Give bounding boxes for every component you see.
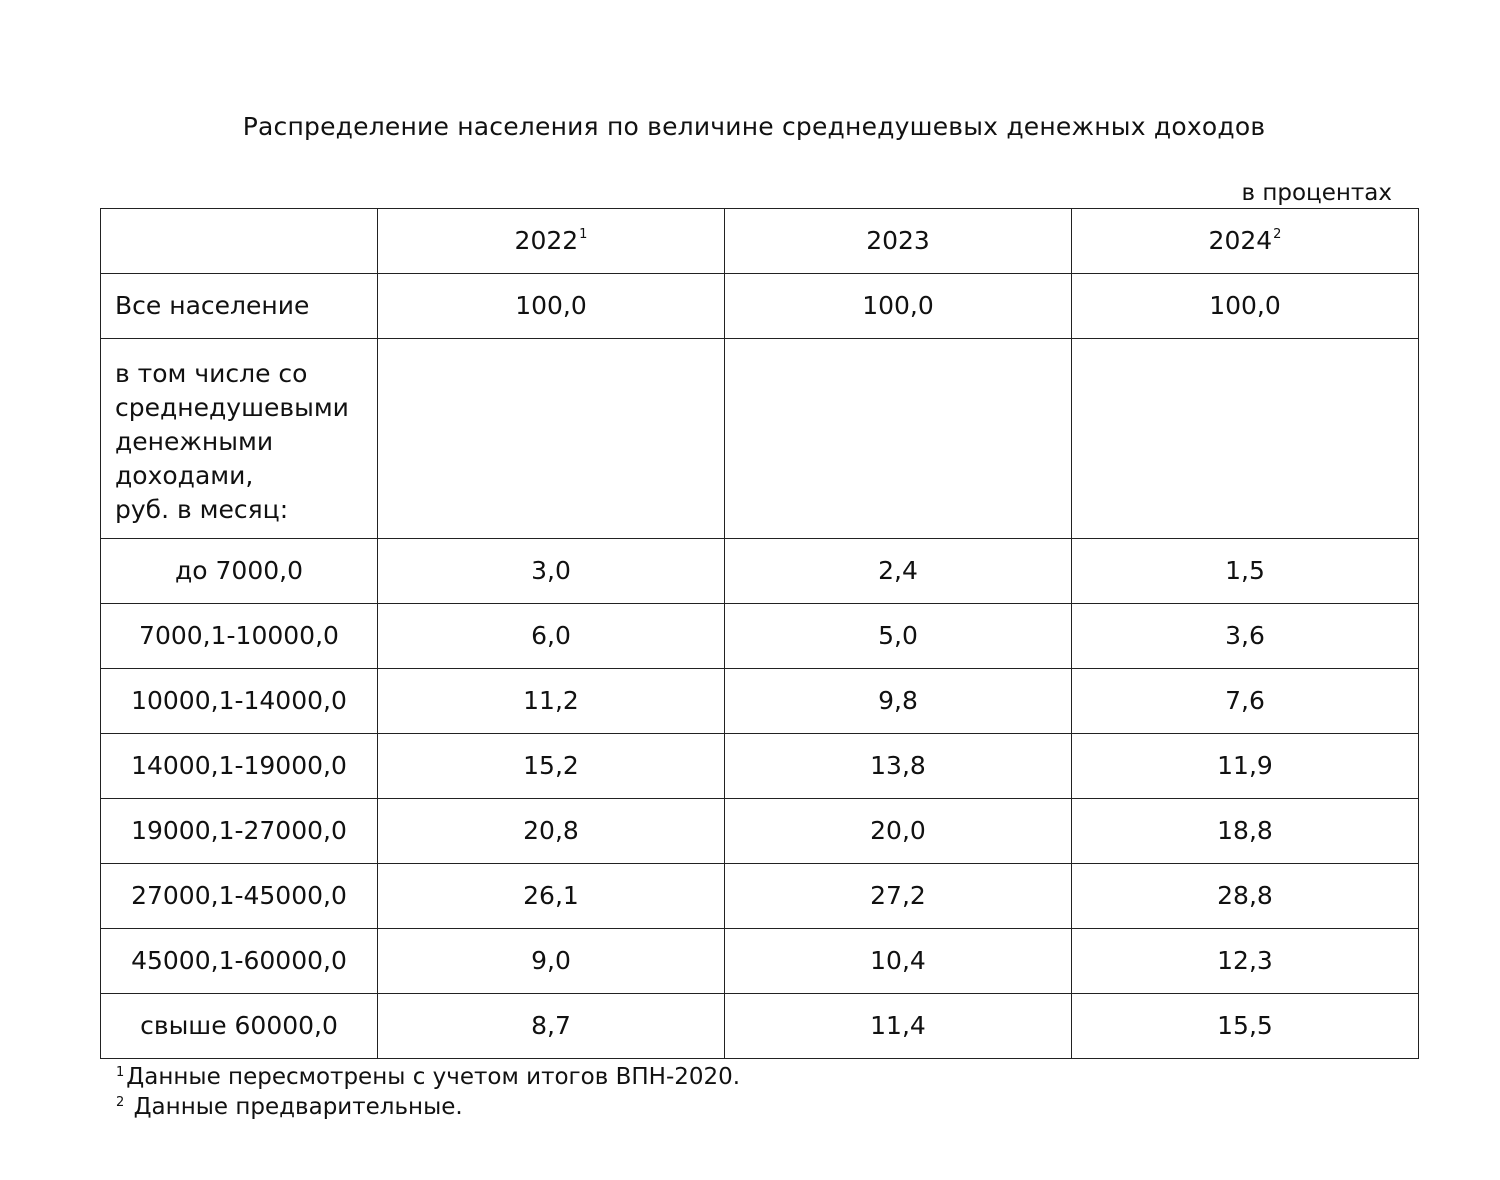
row-label: Все население [101,274,378,339]
table-row [101,799,1419,864]
row-label: 45000,1-60000,0 [101,929,378,994]
value-cell: 9,0 [378,929,725,994]
footnote-1 [116,1062,740,1092]
footnote-mark: 1 [116,1065,125,1080]
row-label: свыше 60000,0 [101,994,378,1059]
value-cell: 27,2 [725,864,1072,929]
value-cell: 100,0 [725,274,1072,339]
value-cell: 7,6 [1072,669,1419,734]
value-cell: 18,8 [1072,799,1419,864]
row-label: до 7000,0 [101,539,378,604]
value-cell: 11,9 [1072,734,1419,799]
value-cell: 26,1 [378,864,725,929]
footnote-mark: 2 [116,1095,125,1110]
value-cell: 13,8 [725,734,1072,799]
value-cell: 11,2 [378,669,725,734]
row-label: 7000,1-10000,0 [101,604,378,669]
group-label: в том числе со среднедушевыми денежными доходами, руб. в месяц: [101,339,378,539]
value-cell: 8,7 [378,994,725,1059]
value-cell: 100,0 [378,274,725,339]
table-row [101,669,1419,734]
table-row [101,539,1419,604]
row-label: 14000,1-19000,0 [101,734,378,799]
footnotes [116,1062,740,1122]
value-cell: 12,3 [1072,929,1419,994]
total-row [101,274,1419,339]
value-cell: 9,8 [725,669,1072,734]
value-cell: 2,4 [725,539,1072,604]
value-cell: 20,8 [378,799,725,864]
value-cell: 3,0 [378,539,725,604]
header-cell-empty [101,209,378,274]
table-row [101,734,1419,799]
header-cell-2022: 2022$^1$ [378,209,725,274]
table-row [101,994,1419,1059]
table-row [101,604,1419,669]
table-title: Распределение населения по величине среднедушевых денежных доходов [242,112,1266,141]
footnote-mark: 2 [1273,227,1282,242]
empty-cell [1072,339,1419,539]
value-cell: 3,6 [1072,604,1419,669]
footnote-2 [116,1092,740,1122]
empty-cell [725,339,1072,539]
group-label-row [101,339,1419,539]
value-cell: 11,4 [725,994,1072,1059]
header-cell-2023: 2023 [725,209,1072,274]
value-cell: 15,5 [1072,994,1419,1059]
value-cell: 10,4 [725,929,1072,994]
value-cell: 1,5 [1072,539,1419,604]
row-label: 19000,1-27000,0 [101,799,378,864]
income-distribution-table [100,208,1419,1059]
footnote-text: Данные пересмотрены с учетом итогов ВПН-2020. [126,1064,741,1090]
unit-label: в процентах [1241,180,1392,206]
footnote-text: Данные предварительные. [126,1094,463,1120]
value-cell: 15,2 [378,734,725,799]
value-cell: 20,0 [725,799,1072,864]
footnote-mark: 1 [579,227,588,242]
value-cell: 28,8 [1072,864,1419,929]
header-row [101,209,1419,274]
row-label: 10000,1-14000,0 [101,669,378,734]
row-label: 27000,1-45000,0 [101,864,378,929]
value-cell: 6,0 [378,604,725,669]
table-row [101,929,1419,994]
value-cell: 100,0 [1072,274,1419,339]
header-cell-2024: 2024$^2$ [1072,209,1419,274]
empty-cell [378,339,725,539]
table-row [101,864,1419,929]
value-cell: 5,0 [725,604,1072,669]
